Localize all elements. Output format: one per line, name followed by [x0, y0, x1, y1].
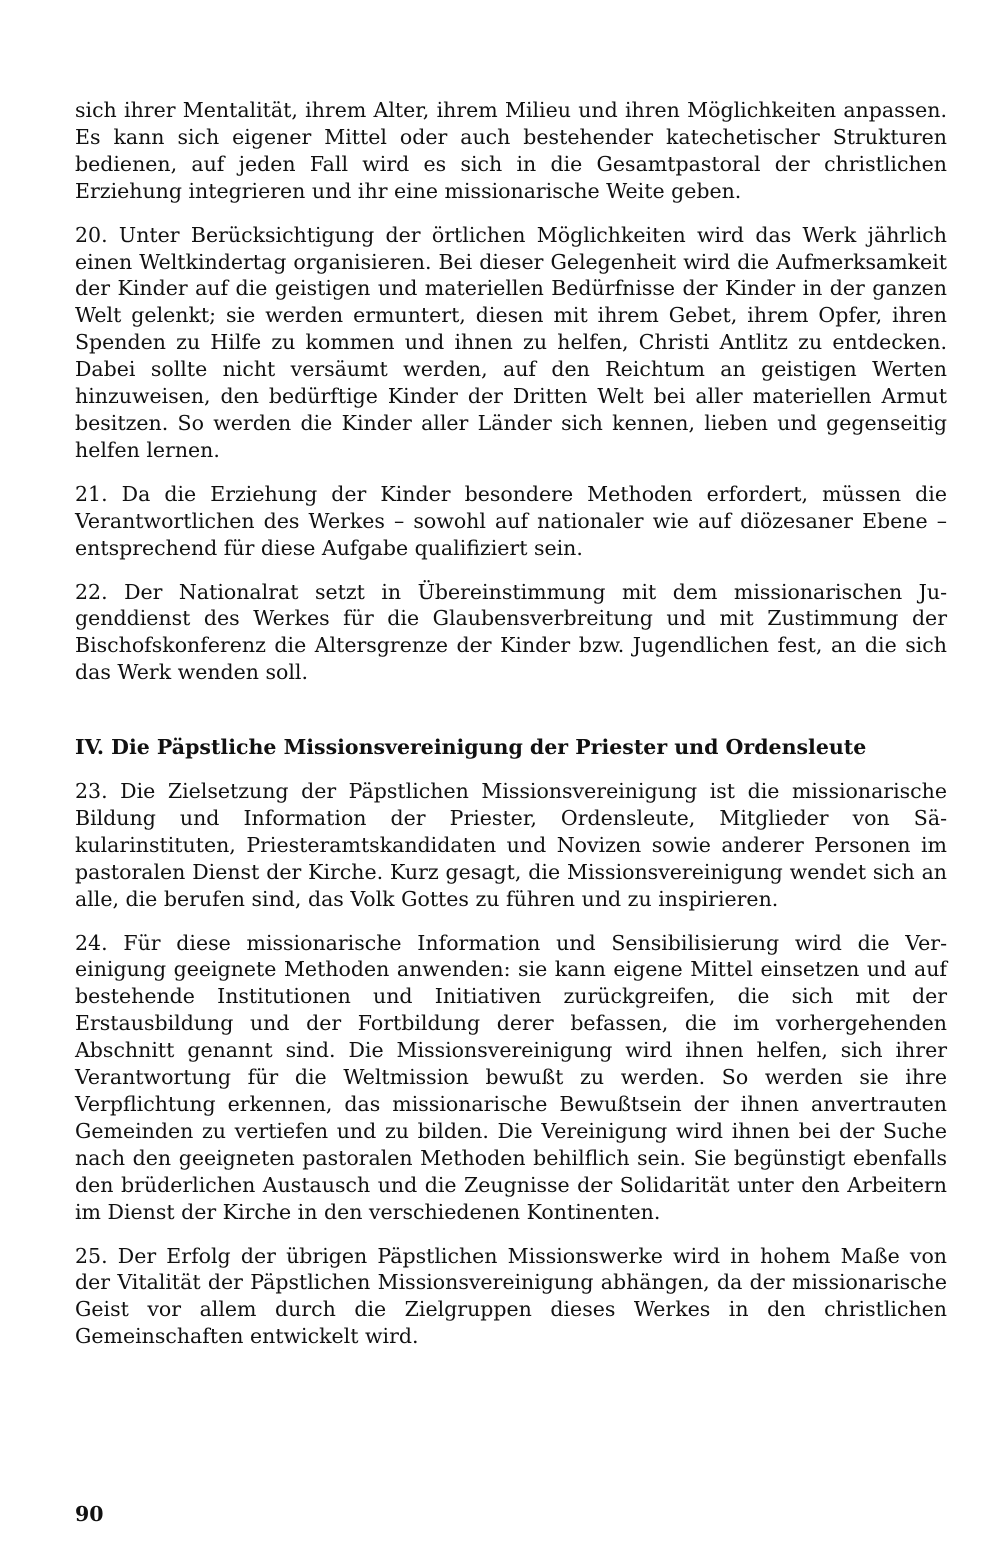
paragraph-24: 24. Für diese missionarische Information und Sensibilisierung wird die Vereinigung geeignete Methoden anwenden: sie kann eigene Mittel einsetzen und auf bestehende Institutionen und Initiativen zurückgreifen, die sich mit der Erstausbildung und der Fortbildung derer befassen, die im vorhergehenden Abschnitt genannt sind. Die Missionsvereinigung wird ihnen helfen, sich ihrer Verantwortung für die Weltmission bewußt zu werden. So werden sie ihre Verpflichtung erkennen, das missionarische Bewußtsein der ihnen anvertrauten Gemeinden zu vertiefen und zu bilden. Die Vereinigung wird ihnen bei der Suche nach den geeigneten pastoralen Methoden behilflich sein. Sie begünstigt ebenfalls den brüderlichen Austausch und die Zeugnisse der Solidarität unter den Arbeitern im Dienst der Kirche in den verschiedenen Kontinenten.	[75, 930, 947, 1224]
paragraph-25: 25. Der Erfolg der übrigen Päpstlichen Missionswerke wird in hohem Maße von der Vitalität der Päpstlichen Missionsvereinigung abhängen, da der missionarische Geist vor allem durch die Zielgruppen dieses Werkes in den christlichen Gemeinschaften entwickelt wird.	[75, 1243, 947, 1349]
paragraph-20: 20. Unter Berücksichtigung der örtlichen Möglichkeiten wird das Werk jährlich einen Weltkindertag organisieren. Bei dieser Gelegenheit wird die Aufmerksamkeit der Kinder auf die geistigen und materiellen Bedürfnisse der Kinder in der ganzen Welt gelenkt; sie werden ermuntert, diesen mit ihrem Gebet, ihrem Opfer, ihren Spenden zu Hilfe zu kommen und ihnen zu helfen, Christi Antlitz zu entdecken. Dabei sollte nicht versäumt werden, auf den Reichtum an geistigen Werten hinzuweisen, den bedürftige Kinder der Dritten Welt bei aller materiellen Armut besitzen. So werden die Kinder aller Länder sich kennen, lieben und gegenseitig helfen lernen.	[75, 222, 947, 462]
page-number: 90	[75, 1502, 104, 1526]
paragraph-continued: sich ihrer Mentalität, ihrem Alter, ihrem Milieu und ihren Möglichkeiten anpassen. Es kann sich eigener Mittel oder auch bestehender katechetischer Strukturen bedienen, auf jeden Fall wird es sich in die Gesamtpastoral der christlichen Erziehung integrieren und ihr eine missionarische Weite geben.	[75, 98, 947, 203]
document-page	[75, 97, 947, 1350]
paragraph-23: 23. Die Zielsetzung der Päpstlichen Missionsvereinigung ist die missionarische Bildung und Information der Priester, Ordensleute, Mitglieder von Säkularinstituten, Priesteramtskandidaten und Novizen sowie anderer Personen im pastoralen Dienst der Kirche. Kurz gesagt, die Missionsvereinigung wendet sich an alle, die berufen sind, das Volk Gottes zu führen und zu inspirieren.	[75, 779, 947, 911]
section-heading: IV. Die Päpstliche Missionsvereinigung der Priester und Ordensleute	[75, 735, 867, 760]
paragraph-22: 22. Der Nationalrat setzt in Übereinstimmung mit dem missionarischen Jugenddienst des Werkes für die Glaubensverbreitung und mit Zustimmung der Bischofskonferenz die Altersgrenze der Kinder bzw. Jugendlichen fest, an die sich das Werk wenden soll.	[75, 579, 947, 685]
paragraph-21: 21. Da die Erziehung der Kinder besondere Methoden erfordert, müssen die Verantwortlichen des Werkes – sowohl auf nationaler wie auf diözesaner Ebene – entsprechend für diese Aufgabe qualifiziert sein.	[75, 481, 947, 560]
